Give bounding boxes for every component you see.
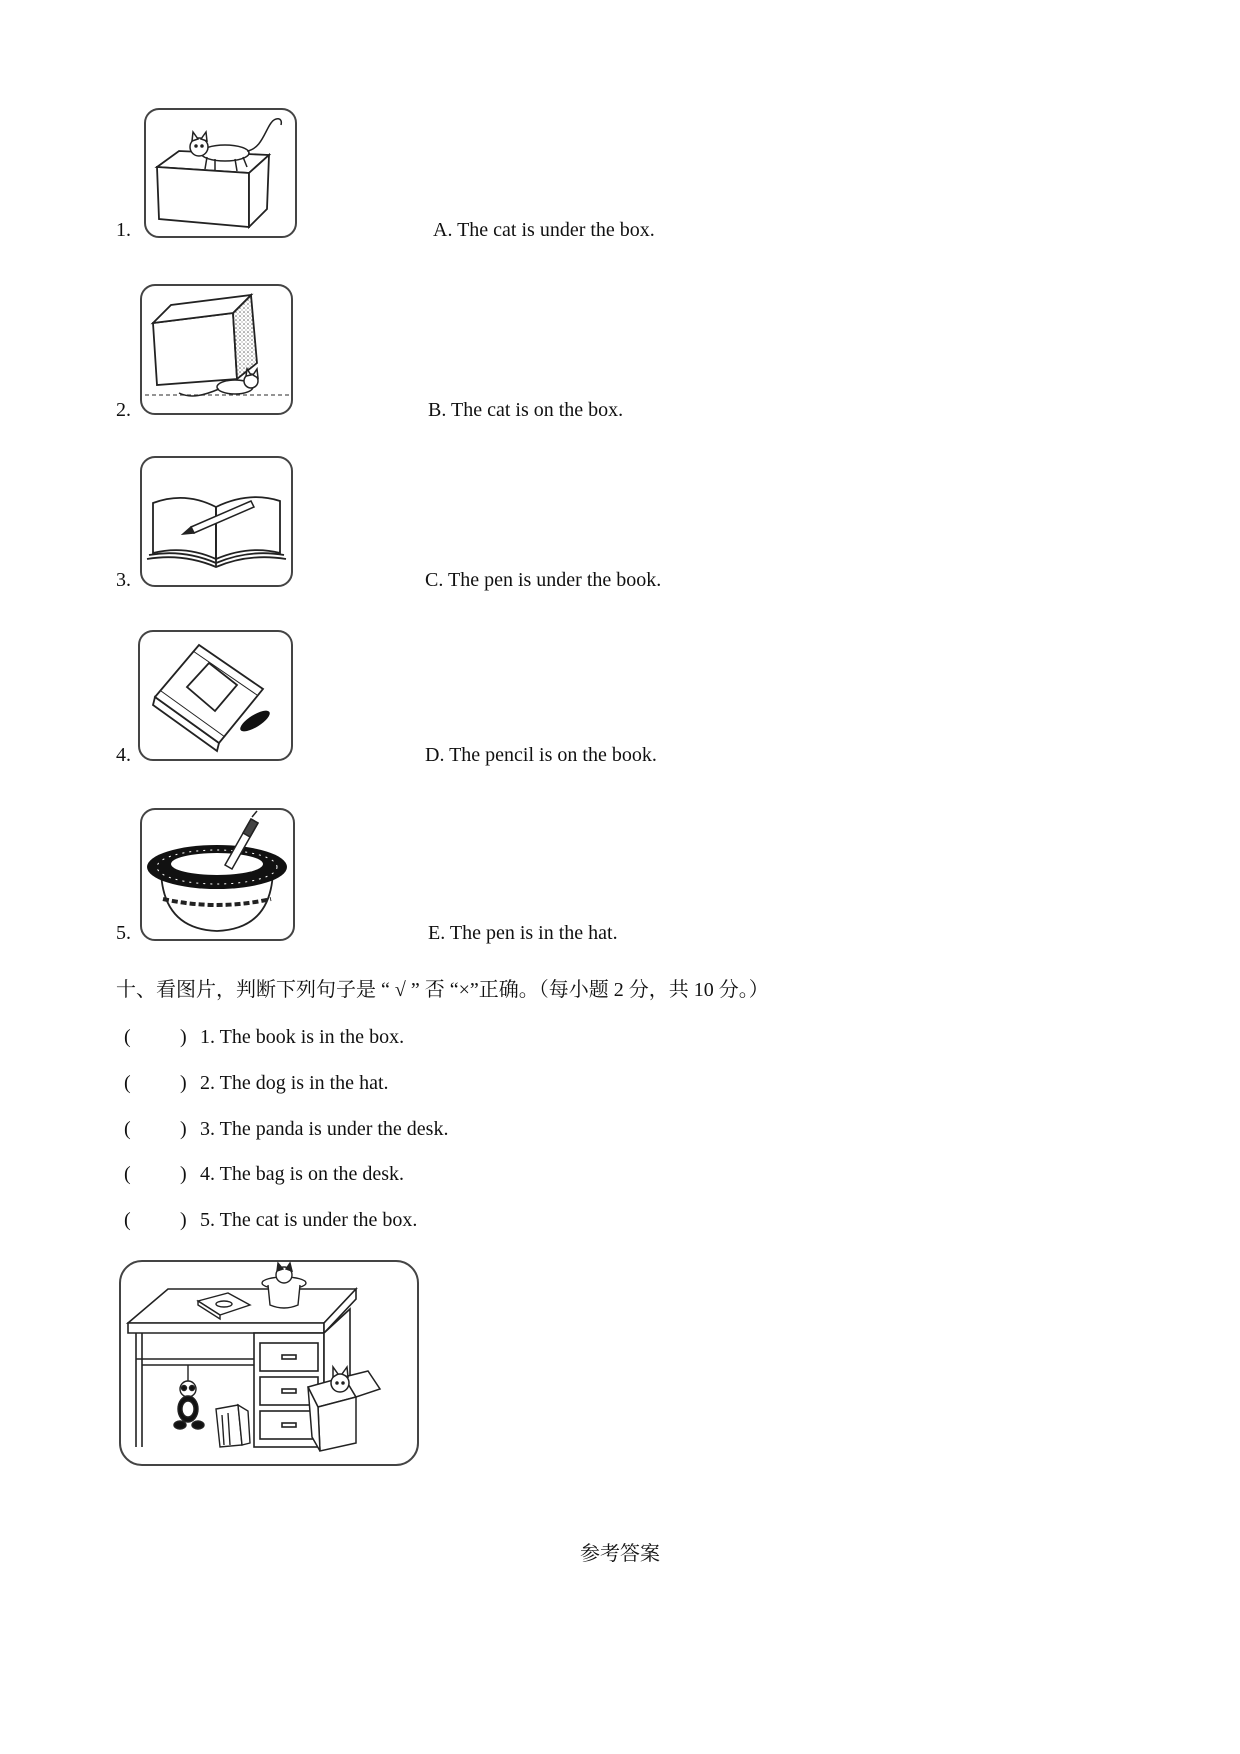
bag [216, 1405, 250, 1447]
item-number: 3. [116, 569, 131, 591]
answer-blank-close: ) [180, 1209, 187, 1231]
book [147, 497, 286, 567]
answer-blank-close: ) [180, 1072, 187, 1094]
answer-blank-open: ( [124, 1026, 131, 1048]
answer-key-heading: 参考答案 [580, 1543, 660, 1565]
answer-blank-open: ( [124, 1163, 131, 1185]
cat-on-box-picture [143, 107, 298, 239]
item-number: 2. [116, 399, 131, 421]
option-c: C. The pen is under the book. [425, 569, 662, 591]
answer-blank-close: ) [180, 1118, 187, 1140]
pencil-on-book-picture [139, 455, 294, 588]
question-text: 3. The panda is under the desk. [200, 1118, 449, 1140]
answer-blank-open: ( [124, 1209, 131, 1231]
section-heading: 十、看图片，判断下列句子是 “ √ ” 否 “×”正确。（每小题 2 分，共 10 分。） [116, 979, 769, 1001]
option-e: E. The pen is in the hat. [428, 922, 618, 944]
answer-blank-close: ) [180, 1026, 187, 1048]
desk-scene-picture [118, 1259, 420, 1467]
pen-under-book-picture [137, 629, 294, 762]
item-number: 1. [116, 219, 131, 241]
question-text: 5. The cat is under the box. [200, 1209, 418, 1231]
question-text: 2. The dog is in the hat. [200, 1072, 389, 1094]
answer-blank-close: ) [180, 1163, 187, 1185]
cat-under-box-picture [139, 283, 294, 416]
option-b: B. The cat is on the box. [428, 399, 624, 421]
item-number: 5. [116, 922, 131, 944]
question-text: 4. The bag is on the desk. [200, 1163, 405, 1185]
question-text: 1. The book is in the box. [200, 1026, 405, 1048]
box [157, 151, 269, 227]
answer-blank-open: ( [124, 1072, 131, 1094]
item-number: 4. [116, 744, 131, 766]
option-a: A. The cat is under the box. [433, 219, 655, 241]
answer-blank-open: ( [124, 1118, 131, 1140]
option-d: D. The pencil is on the book. [425, 744, 657, 766]
pen-in-hat-picture [139, 807, 296, 942]
box [153, 295, 257, 385]
